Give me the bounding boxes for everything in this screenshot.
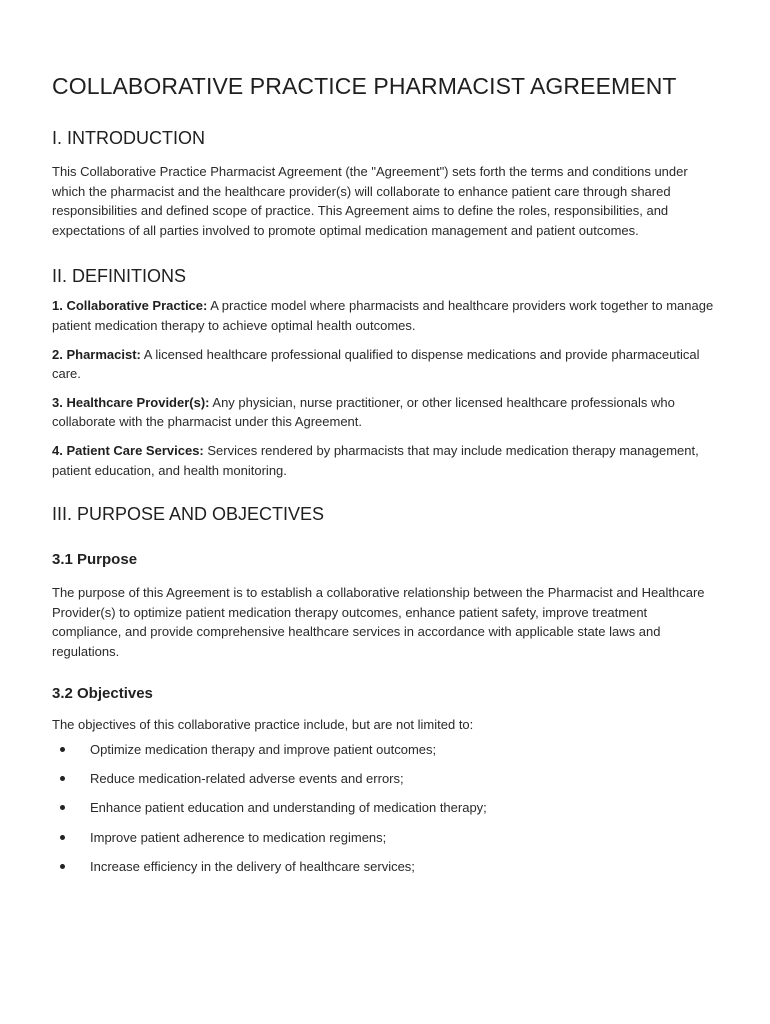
definition-text: Services rendered by pharmacists that may include medication therapy management, patient education, and health monitoring. — [52, 442, 699, 478]
definition-term: 2. Pharmacist: — [52, 346, 141, 362]
bullet-icon — [60, 864, 65, 869]
definition-item — [52, 345, 718, 384]
list-item — [52, 857, 718, 877]
definition-term: 1. Collaborative Practice: — [52, 298, 208, 314]
subsection-objectives-heading: 3.2 Objectives — [52, 684, 153, 702]
definition-term: 3. Healthcare Provider(s): — [52, 394, 210, 410]
document-title: COLLABORATIVE PRACTICE PHARMACIST AGREEMENT — [52, 73, 677, 99]
objectives-intro: The objectives of this collaborative practice include, but are not limited to: — [52, 716, 474, 732]
definitions-list — [52, 296, 718, 480]
bullet-icon — [60, 805, 65, 810]
section-definitions-heading: II. DEFINITIONS — [52, 266, 187, 287]
list-item-text: Optimize medication therapy and improve patient outcomes; — [90, 742, 437, 758]
subsection-purpose-heading: 3.1 Purpose — [52, 551, 138, 569]
list-item — [52, 769, 718, 789]
list-item — [52, 828, 718, 848]
definition-text: A licensed healthcare professional qualified to dispense medications and provide pharmaceutical care. — [52, 346, 700, 382]
bullet-icon — [60, 835, 65, 840]
bullet-icon — [60, 776, 65, 781]
objectives-list — [52, 740, 718, 876]
list-item — [52, 740, 718, 760]
definition-item — [52, 393, 718, 432]
list-item-text: Enhance patient education and understanding of medication therapy; — [90, 800, 487, 816]
introduction-paragraph: This Collaborative Practice Pharmacist Agreement (the "Agreement") sets forth the terms and conditions under which the pharmacist and the healthcare provider(s) will collaborate to enhance patient care through shared responsibilities and defined scope of practice. This Agreement aims to define the roles, responsibilities, and expectations of all parties involved to promote optimal medication management and patient outcomes. — [52, 164, 688, 238]
list-item-text: Improve patient adherence to medication regimens; — [90, 829, 387, 845]
purpose-paragraph: The purpose of this Agreement is to establish a collaborative relationship between the Pharmacist and Healthcare Provider(s) to optimize patient medication therapy outcomes, enhance patient safety, improve treatment compliance, and provide comprehensive healthcare services in accordance with applicable state laws and regulations. — [52, 585, 705, 659]
list-item-text: Increase efficiency in the delivery of healthcare services; — [90, 858, 415, 874]
section-introduction-heading: I. INTRODUCTION — [52, 128, 205, 148]
definition-term: 4. Patient Care Services: — [52, 442, 204, 458]
definition-item — [52, 296, 718, 335]
bullet-icon — [60, 747, 65, 752]
list-item — [52, 798, 718, 818]
list-item-text: Reduce medication-related adverse events and errors; — [90, 771, 404, 787]
section-purpose-objectives-heading: III. PURPOSE AND OBJECTIVES — [52, 504, 325, 525]
definition-item — [52, 441, 718, 480]
definition-text: Any physician, nurse practitioner, or other licensed healthcare professionals who collaborate with the pharmacist under this Agreement. — [52, 394, 675, 430]
definition-text: A practice model where pharmacists and healthcare providers work together to manage patient medication therapy to achieve optimal health outcomes. — [52, 298, 714, 333]
